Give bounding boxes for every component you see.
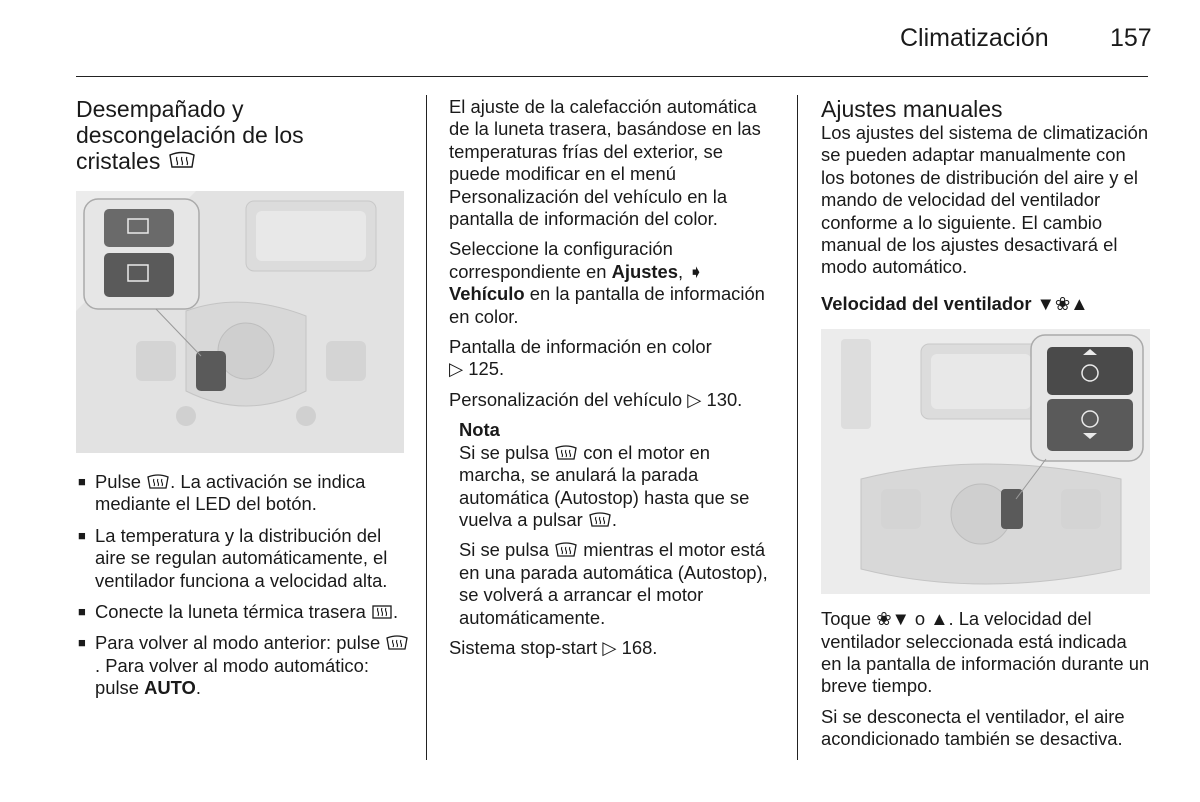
header-divider (76, 76, 1148, 77)
windscreen-defrost-icon (588, 512, 612, 528)
paragraph: Seleccione la configuración correspondiente en Ajustes, ➧ Vehículo en la pantalla de información en color. (449, 238, 765, 327)
windscreen-defrost-icon (554, 542, 578, 558)
page-reference-icon: ▷ (449, 358, 464, 380)
windscreen-defrost-icon (554, 445, 578, 461)
subheading: Velocidad del ventilador ▼❀▲ (821, 292, 1089, 314)
rear-defrost-icon (167, 151, 197, 171)
paragraph: Personalización del vehículo ▷ 130. (449, 388, 743, 410)
paragraph: Pantalla de información en color ▷ 125. (449, 336, 712, 380)
list-item: ■ Para volver al modo anterior: pulse . Para volver al modo automático: pulse AUTO. (76, 632, 411, 699)
windscreen-defrost-icon (385, 635, 409, 651)
column-divider-1 (426, 95, 427, 760)
column-1 (76, 96, 411, 709)
rear-window-heater-icon (371, 604, 393, 620)
windscreen-defrost-icon (146, 474, 170, 490)
paragraph: Los ajustes del sistema de climatización se pueden adaptar manualmente con los botones de distribución del aire y el mando de velocidad del ventilador conforme a lo siguiente. El cambio manual de los ajustes desactivará el modo automático. (821, 122, 1149, 278)
paragraph: El ajuste de la calefacción automática de la luneta trasera, basándose en las temperaturas frías del exterior, se puede modificar en el menú Personalización del vehículo en la pantalla de información del color. (449, 96, 761, 230)
list-item: ■ Conecte la luneta térmica trasera . (76, 601, 411, 623)
defrost-steps-list (76, 471, 411, 700)
note-box (449, 419, 779, 629)
paragraph: Si se desconecta el ventilador, el aire acondicionado también se desactiva. (821, 705, 1125, 750)
list-item: ■ Pulse . La activación se indica mediante el LED del botón. (76, 471, 411, 516)
section-heading: Ajustes manuales (821, 96, 1003, 122)
page-number: 157 (1110, 24, 1152, 52)
column-2 (449, 96, 779, 667)
paragraph: Sistema stop-start ▷ 168. (449, 636, 658, 658)
page-reference-icon: ▷ (602, 636, 617, 658)
dashboard-illustration-fan-speed (821, 329, 1150, 594)
column-3 (821, 96, 1151, 759)
paragraph: Toque ❀▼ o ▲. La velocidad del ventilador seleccionada está indicada en la pantalla de información durante un breve tiempo. (821, 608, 1150, 697)
paragraph: Si se pulsa mientras el motor está en una parada automática (Autostop), se volverá a arrancar el motor automáticamente. (459, 539, 768, 628)
dashboard-illustration-defrost (76, 191, 404, 453)
arrow-icon: ➧ (688, 260, 704, 282)
paragraph: Si se pulsa con el motor en marcha, se anulará la parada automática (Autostop) hasta que se vuelva a pulsar . (459, 441, 750, 530)
page-reference-icon: ▷ (687, 388, 702, 410)
section-title: Climatización (900, 24, 1049, 52)
section-heading: Desempañado y descongelación de los cristales (76, 96, 304, 174)
note-title: Nota (459, 419, 500, 441)
list-item: ■ La temperatura y la distribución del aire se regulan automáticamente, el ventilador funciona a velocidad alta. (76, 525, 411, 592)
column-divider-2 (797, 95, 798, 760)
